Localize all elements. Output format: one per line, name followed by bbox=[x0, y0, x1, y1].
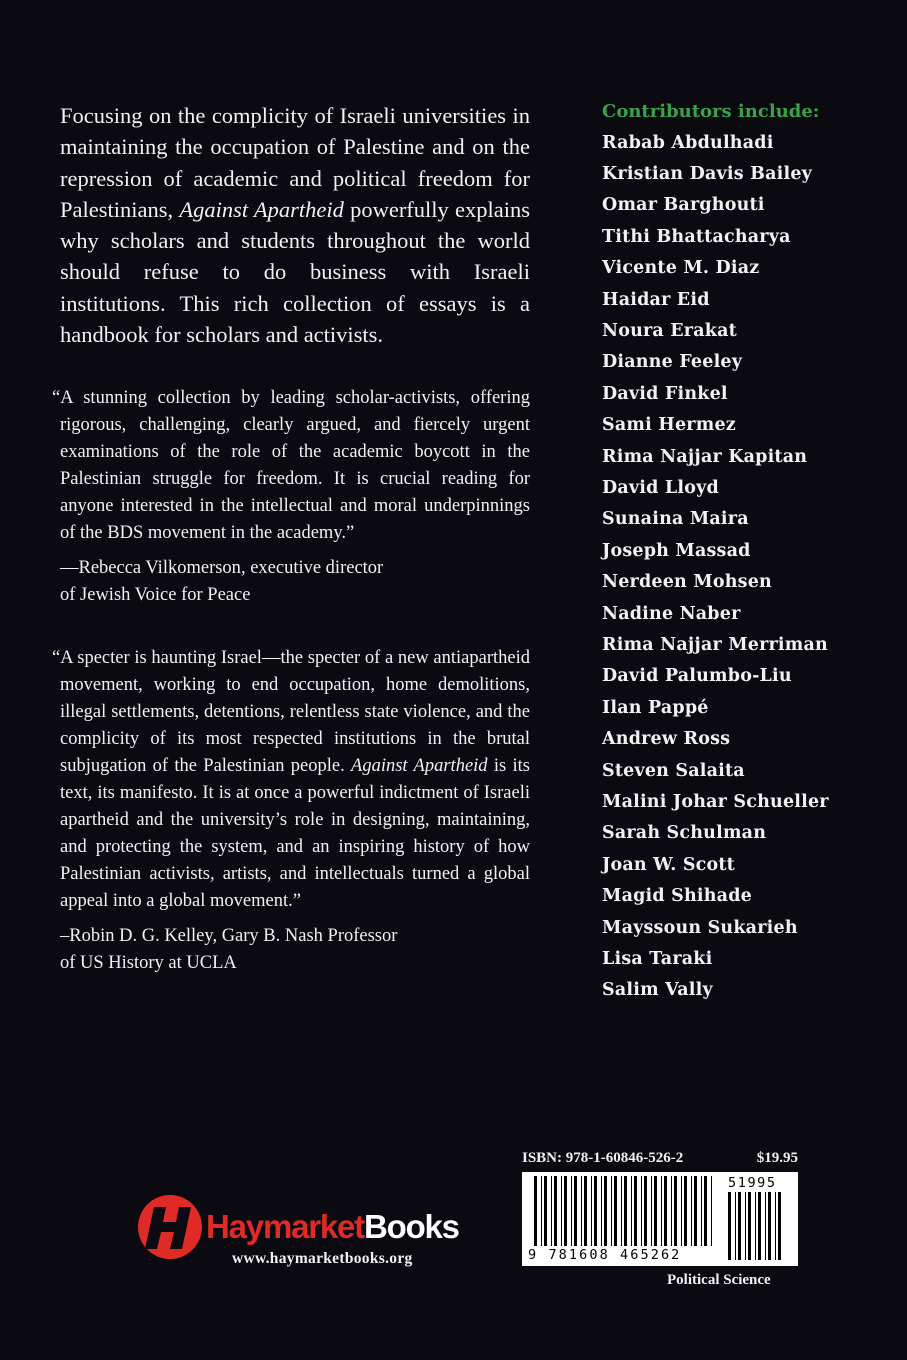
barcode-bar bbox=[674, 1176, 677, 1246]
quote-2-role-2: of US History at UCLA bbox=[60, 953, 237, 973]
publisher-name-2: Books bbox=[363, 1208, 459, 1245]
contributor-name: Lisa Taraki bbox=[602, 949, 713, 970]
contributor-name: Rabab Abdulhadi bbox=[602, 132, 774, 153]
blurb-title: Against Apartheid bbox=[179, 196, 344, 222]
category-label: Political Science bbox=[667, 1272, 771, 1288]
endorsement-quote-2 bbox=[52, 645, 530, 977]
contributor-name: Magid Shihade bbox=[602, 886, 752, 907]
contributor-name: Joseph Massad bbox=[602, 540, 751, 561]
barcode-digits: 9 781608 465262 bbox=[528, 1247, 682, 1263]
quote-2-text-1: “A specter is haunting Israel—the specter of a new antiapartheid movement, working to end occupation, home demolitions, illegal settlements, detentions, relentless state violence, and the complicity of its most respected institutions in the brutal subjugation of the Palestinian people. bbox=[52, 648, 530, 776]
quote-2-attribution bbox=[60, 923, 530, 977]
contributor-name: Salim Vally bbox=[602, 980, 713, 1001]
barcode-bar bbox=[694, 1176, 697, 1246]
barcode-bar bbox=[654, 1176, 657, 1246]
quote-2-title: Against Apartheid bbox=[351, 756, 488, 776]
barcode-bar bbox=[564, 1176, 567, 1246]
contributor-name: Mayssoun Sukarieh bbox=[602, 917, 798, 938]
barcode-bar bbox=[701, 1176, 702, 1246]
quote-1-dash: — bbox=[60, 558, 79, 578]
contributors-heading: Contributors include: bbox=[602, 101, 820, 122]
contributor-name: Nerdeen Mohsen bbox=[602, 572, 772, 593]
barcode-bar bbox=[584, 1176, 587, 1246]
contributor-names bbox=[602, 128, 902, 1007]
barcode-bar bbox=[594, 1176, 597, 1246]
quote-2-role-1: , Gary B. Nash Professor bbox=[212, 926, 398, 946]
barcode-bar bbox=[581, 1176, 582, 1246]
barcode-bar bbox=[681, 1176, 682, 1246]
barcode-bar bbox=[691, 1176, 692, 1246]
barcode-bar bbox=[755, 1192, 756, 1260]
quote-2-text bbox=[52, 645, 531, 915]
contributor-name: David Lloyd bbox=[602, 477, 719, 498]
contributor-name: Sunaina Maira bbox=[602, 509, 749, 530]
quote-2-dash: – bbox=[60, 926, 70, 946]
barcode-bar bbox=[554, 1176, 557, 1246]
barcode-bar bbox=[534, 1176, 537, 1246]
quote-1-text: “A stunning collection by leading scholar-activists, offering rigorous, challenging, clearly argued, and fiercely urgent examinations of the role of the academic boycott in the Palestinian struggle for freedom. It is crucial reading for anyone interested in the intellectual and moral underpinnings of the BDS movement in the academy.” bbox=[52, 388, 530, 543]
contributor-name: Vicente M. Diaz bbox=[602, 258, 760, 279]
barcode-bar bbox=[778, 1192, 781, 1260]
barcode-bar bbox=[644, 1176, 647, 1246]
contributor-name: David Palumbo-Liu bbox=[602, 666, 792, 687]
quote-2-author: Robin D. G. Kelley bbox=[69, 926, 213, 946]
contributor-name: Rima Najjar Merriman bbox=[602, 635, 828, 655]
barcode-bar bbox=[745, 1192, 746, 1260]
isbn-number: ISBN: 978-1-60846-526-2 bbox=[522, 1150, 684, 1166]
publisher-url[interactable]: www.haymarketbooks.org bbox=[232, 1250, 413, 1267]
quote-1-attribution bbox=[60, 555, 530, 609]
barcode-bar bbox=[544, 1176, 547, 1246]
endorsement-quote-1 bbox=[52, 385, 530, 609]
barcode-main bbox=[522, 1172, 722, 1266]
contributor-name: Sarah Schulman bbox=[602, 823, 767, 844]
contributor-name: Andrew Ross bbox=[602, 729, 731, 750]
barcode-bar bbox=[634, 1176, 637, 1246]
contributor-name: Ilan Pappé bbox=[602, 697, 709, 718]
contributor-name: David Finkel bbox=[602, 383, 728, 404]
contributor-name: Kristian Davis Bailey bbox=[602, 163, 813, 184]
contributor-name: Rima Najjar Kapitan bbox=[602, 446, 808, 467]
barcode-bar bbox=[768, 1192, 771, 1260]
barcode-bar bbox=[671, 1176, 672, 1246]
barcode-bar bbox=[651, 1176, 652, 1246]
barcode-bar bbox=[551, 1176, 552, 1246]
barcode-bar bbox=[661, 1176, 662, 1246]
barcode-bar bbox=[748, 1192, 751, 1260]
barcode-bar bbox=[601, 1176, 602, 1246]
barcode-addon bbox=[722, 1172, 792, 1266]
quote-2-text-2: is its text, its manifesto. It is at once a powerful indictment of Israeli apartheid and the university’s role in designing, maintaining, and protecting the system, and an inspiring history of how Palestinian activists, artists, and intellectuals turned a global appeal into a global movement.” bbox=[60, 756, 531, 911]
barcode-bar bbox=[684, 1176, 687, 1246]
barcode-bars bbox=[534, 1176, 730, 1248]
barcode-bar bbox=[775, 1192, 776, 1260]
contributor-name: Dianne Feeley bbox=[602, 352, 743, 373]
barcode-bar bbox=[574, 1176, 577, 1246]
barcode-bar bbox=[611, 1176, 612, 1246]
publisher-name bbox=[206, 1208, 459, 1246]
barcode-bar bbox=[765, 1192, 766, 1260]
barcode-bar bbox=[735, 1192, 736, 1260]
barcode-bar bbox=[624, 1176, 627, 1246]
contributor-name: Omar Barghouti bbox=[602, 195, 765, 216]
barcode-addon-digits: 51995 bbox=[728, 1175, 777, 1191]
barcode bbox=[522, 1172, 798, 1266]
barcode-bar bbox=[711, 1176, 712, 1246]
contributor-name: Joan W. Scott bbox=[602, 854, 735, 875]
contributor-name: Tithi Bhattacharya bbox=[602, 226, 791, 247]
book-blurb bbox=[60, 100, 530, 350]
barcode-bar bbox=[541, 1176, 542, 1246]
publisher-name-1: Haymarket bbox=[206, 1208, 364, 1245]
contributor-name: Malini Johar Schueller bbox=[602, 792, 829, 813]
contributor-name: Steven Salaita bbox=[602, 760, 745, 781]
barcode-bar bbox=[604, 1176, 607, 1246]
barcode-bar bbox=[704, 1176, 707, 1246]
contributor-name: Sami Hermez bbox=[602, 415, 736, 436]
barcode-bar bbox=[591, 1176, 592, 1246]
blurb-text-1: Focusing on the complicity of Israeli universities in maintaining the occupation of Palestine and on the repression of academic and political freedom for Palestinians, bbox=[60, 103, 530, 222]
contributor-name: Nadine Naber bbox=[602, 603, 741, 624]
barcode-bar bbox=[571, 1176, 572, 1246]
barcode-bar bbox=[664, 1176, 667, 1246]
barcode-bar bbox=[738, 1192, 741, 1260]
haymarket-h-icon bbox=[136, 1193, 204, 1261]
barcode-bar bbox=[621, 1176, 622, 1246]
quote-1-role-1: , executive director bbox=[240, 558, 384, 578]
contributors-list bbox=[602, 96, 902, 1007]
contributor-name: Haidar Eid bbox=[602, 289, 710, 310]
quote-1-author: Rebecca Vilkomerson bbox=[78, 558, 241, 578]
isbn-price-line bbox=[522, 1150, 798, 1167]
contributor-name: Noura Erakat bbox=[602, 320, 737, 341]
barcode-bar bbox=[614, 1176, 617, 1246]
barcode-bar bbox=[561, 1176, 562, 1246]
barcode-bar bbox=[641, 1176, 642, 1246]
barcode-addon-bars bbox=[728, 1192, 788, 1260]
quote-1-role-2: of Jewish Voice for Peace bbox=[60, 585, 251, 605]
barcode-bar bbox=[631, 1176, 632, 1246]
blurb-text-2: powerfully explains why scholars and students throughout the world should refuse to do business with Israeli institutions. This rich collection of essays is a handbook for scholars and activists. bbox=[60, 196, 530, 348]
price: $19.95 bbox=[756, 1150, 798, 1166]
barcode-bar bbox=[728, 1192, 731, 1260]
barcode-bar bbox=[758, 1192, 761, 1260]
